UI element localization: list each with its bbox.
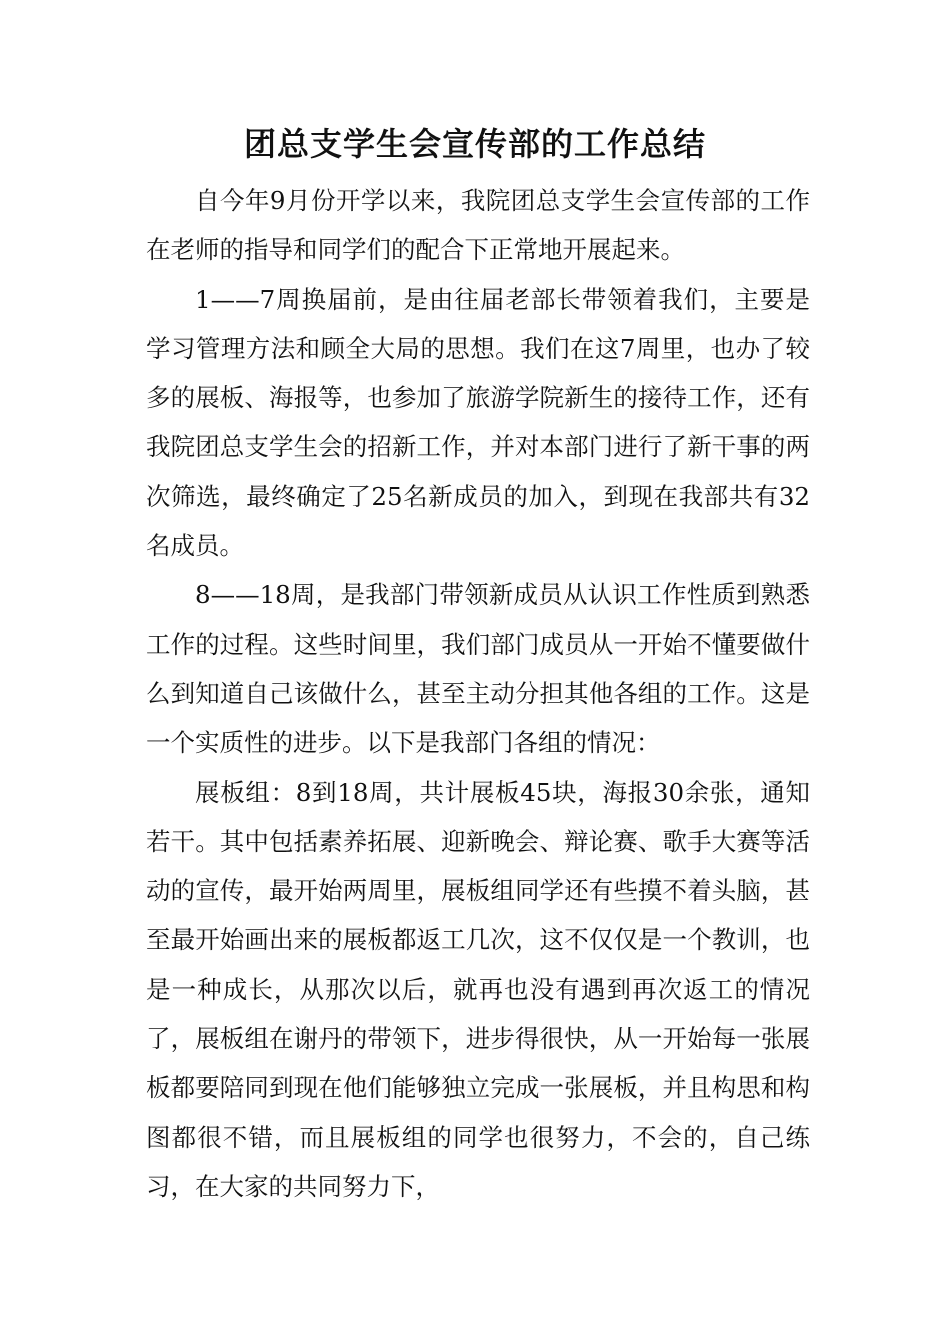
- paragraph-weeks-1-7: 1——7周换届前，是由往届老部长带领着我们，主要是学习管理方法和顾全大局的思想。我们在这7周里，也办了较多的展板、海报等，也参加了旅游学院新生的接待工作，还有我院团总支学生会的招新工作，并对本部门进行了新干事的两次筛选，最终确定了25名新成员的加入，到现在我部共有32名成员。: [146, 284, 810, 561]
- paragraph-weeks-8-18: 8——18周，是我部门带领新成员从认识工作性质到熟悉工作的过程。这些时间里，我们部门成员从一开始不懂要做什么到知道自己该做什么，甚至主动分担其他各组的工作。这是一个实质性的进步。以下是我部门各组的情况：: [146, 580, 810, 758]
- paragraph-intro: 自今年9月份开学以来，我院团总支学生会宣传部的工作在老师的指导和同学们的配合下正常地开展起来。: [146, 186, 810, 265]
- document-body: [146, 176, 810, 1211]
- paragraph-display-board-group: 展板组：8到18周，共计展板45块，海报30余张，通知若干。其中包括素养拓展、迎新晚会、辩论赛、歌手大赛等活动的宣传，最开始两周里，展板组同学还有些摸不着头脑，甚至最开始画出来的展板都返工几次，这不仅仅是一个教训，也是一种成长，从那次以后，就再也没有遇到再次返工的情况了，展板组在谢丹的带领下，进步得很快，从一开始每一张展板都要陪同到现在他们能够独立完成一张展板，并且构思和构图都很不错，而且展板组的同学也很努力，不会的，自己练习，在大家的共同努力下，: [146, 777, 810, 1201]
- document-title: 团总支学生会宣传部的工作总结: [243, 125, 706, 163]
